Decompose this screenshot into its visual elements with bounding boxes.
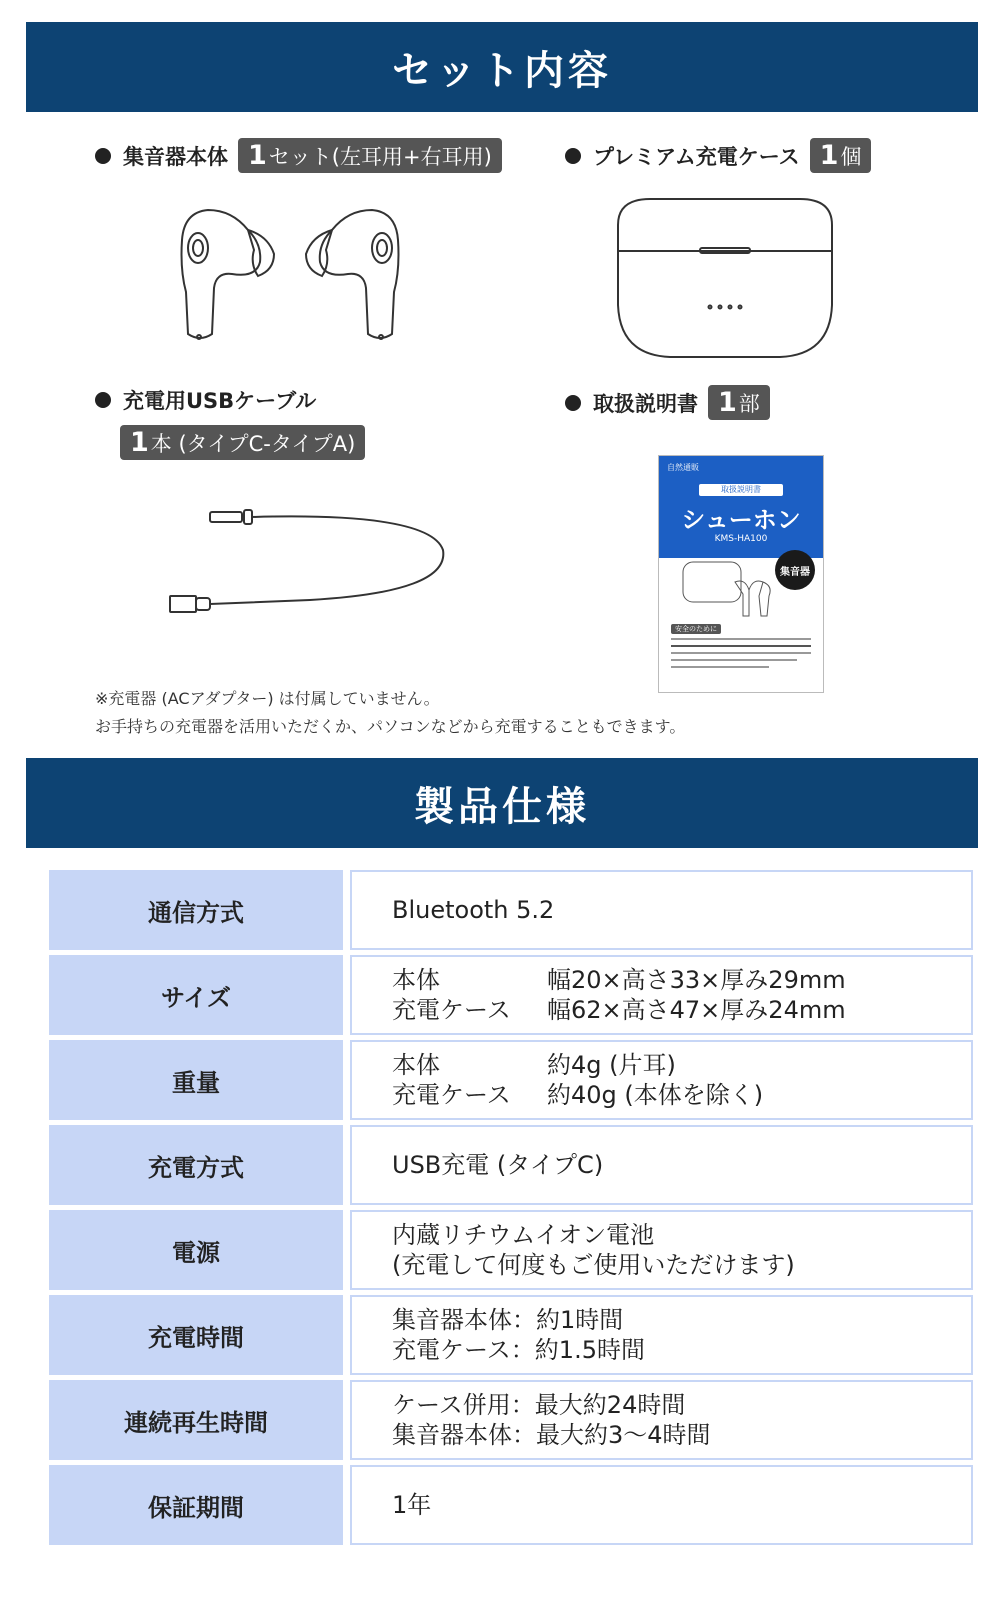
spec-value-text: 集音器本体：約1時間 bbox=[392, 1306, 624, 1334]
quantity-badge bbox=[810, 138, 872, 173]
bullet-icon bbox=[565, 148, 581, 164]
spec-sub-label: 充電ケース bbox=[392, 1081, 511, 1109]
spec-row bbox=[49, 1040, 955, 1120]
item-usb-cable bbox=[95, 385, 316, 415]
spec-value bbox=[350, 1125, 973, 1205]
charging-case-illustration bbox=[610, 195, 840, 365]
quantity-badge bbox=[708, 385, 770, 420]
quantity-number: 1 bbox=[718, 387, 737, 418]
spec-value-text: ケース併用：最大約24時間 bbox=[392, 1391, 686, 1419]
item-manual bbox=[565, 385, 770, 420]
spec-row bbox=[49, 870, 955, 950]
quantity-number: 1 bbox=[130, 427, 149, 458]
spec-row bbox=[49, 1210, 955, 1290]
bullet-icon bbox=[95, 148, 111, 164]
spec-value-text: 1年 bbox=[392, 1491, 432, 1519]
bullet-icon bbox=[95, 392, 111, 408]
spec-key: 保証期間 bbox=[49, 1465, 343, 1545]
spec-value-text: 約40g (本体を除く) bbox=[547, 1081, 764, 1109]
manual-product-image bbox=[679, 560, 779, 620]
spec-key: 重量 bbox=[49, 1040, 343, 1120]
manual-brand: 自然通販 bbox=[667, 463, 699, 472]
spec-value bbox=[350, 1210, 973, 1290]
quantity-text: 本 (タイプC-タイプA) bbox=[150, 432, 356, 456]
note-line-1: ※充電器 (ACアダプター) は付属していません。 bbox=[95, 689, 440, 708]
quantity-number: 1 bbox=[819, 140, 839, 171]
manual-safety-label: 安全のために bbox=[671, 624, 721, 634]
manual-model: KMS-HA100 bbox=[714, 534, 768, 544]
contents-title: セット内容 bbox=[26, 22, 978, 112]
spec-value-text: 充電ケース：約1.5時間 bbox=[392, 1336, 645, 1364]
spec-value bbox=[350, 1380, 973, 1460]
spec-key: サイズ bbox=[49, 955, 343, 1035]
spec-key: 充電方式 bbox=[49, 1125, 343, 1205]
manual-body-text bbox=[671, 638, 811, 668]
quantity-badge bbox=[120, 425, 365, 460]
spec-value-text: 内蔵リチウムイオン電池 bbox=[392, 1221, 655, 1249]
quantity-text: 個 bbox=[840, 145, 862, 169]
spec-title: 製品仕様 bbox=[26, 758, 978, 848]
spec-value bbox=[350, 1295, 973, 1375]
spec-key: 通信方式 bbox=[49, 870, 343, 950]
spec-row bbox=[49, 1295, 955, 1375]
spec-value-text: Bluetooth 5.2 bbox=[392, 896, 555, 924]
spec-row bbox=[49, 955, 955, 1035]
spec-value bbox=[350, 1465, 973, 1545]
spec-row bbox=[49, 1465, 955, 1545]
spec-value bbox=[350, 955, 973, 1035]
manual-doc-label: 取扱説明書 bbox=[699, 484, 783, 496]
quantity-text: セット(左耳用+右耳用) bbox=[268, 145, 492, 169]
spec-value-text: 幅62×高さ47×厚み24mm bbox=[547, 996, 846, 1024]
item-hearing-aid bbox=[95, 138, 502, 173]
usb-cable-illustration bbox=[160, 500, 460, 620]
spec-value-text: 幅20×高さ33×厚み29mm bbox=[547, 966, 846, 994]
spec-sub-label: 本体 bbox=[392, 966, 440, 994]
bullet-icon bbox=[565, 395, 581, 411]
spec-key: 連続再生時間 bbox=[49, 1380, 343, 1460]
spec-row bbox=[49, 1380, 955, 1460]
spec-value-text: USB充電 (タイプC) bbox=[392, 1151, 604, 1179]
item-name: 取扱説明書 bbox=[593, 391, 698, 416]
note-line-2: お手持ちの充電器を活用いただくか、パソコンなどから充電することもできます。 bbox=[95, 717, 686, 736]
spec-value-text: (充電して何度もご使用いただけます) bbox=[392, 1251, 795, 1279]
item-name: 充電用USBケーブル bbox=[123, 389, 317, 413]
quantity-text: 部 bbox=[738, 392, 760, 416]
spec-key: 充電時間 bbox=[49, 1295, 343, 1375]
spec-value-text: 集音器本体：最大約3〜4時間 bbox=[392, 1421, 711, 1449]
quantity-badge bbox=[238, 138, 502, 173]
manual-product-name: シューホン bbox=[681, 506, 801, 534]
spec-sub-label: 本体 bbox=[392, 1051, 440, 1079]
spec-row bbox=[49, 1125, 955, 1205]
earpiece-illustration bbox=[170, 200, 410, 350]
item-name: プレミアム充電ケース bbox=[593, 144, 800, 169]
item-charging-case bbox=[565, 138, 871, 173]
item-name: 集音器本体 bbox=[123, 144, 228, 169]
spec-value bbox=[350, 1040, 973, 1120]
manual-booklet bbox=[658, 455, 824, 693]
quantity-number: 1 bbox=[248, 140, 267, 171]
spec-key: 電源 bbox=[49, 1210, 343, 1290]
spec-value-text: 約4g (片耳) bbox=[547, 1051, 676, 1079]
item-usb-cable-quantity bbox=[110, 425, 365, 460]
spec-sub-label: 充電ケース bbox=[392, 996, 511, 1024]
manual-badge: 集音器 bbox=[775, 550, 815, 590]
spec-value bbox=[350, 870, 973, 950]
